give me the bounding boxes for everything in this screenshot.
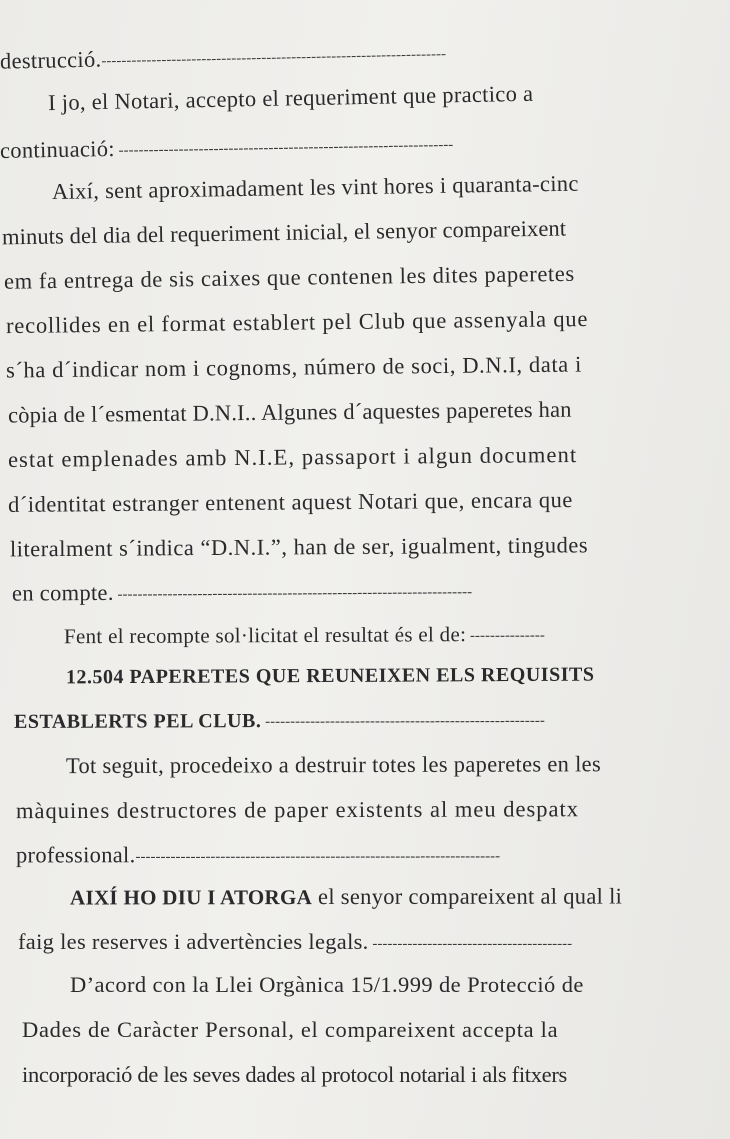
text-line: recollides en el format establert pel Club que assenyala que (5, 306, 589, 339)
text-line: d´identitat estranger entenent aquest Notari que, encara que (7, 487, 573, 517)
text-line: em fa entrega de sis caixes que contenen les dites paperetes (3, 260, 575, 294)
text-line: Fent el recompte sol·licitat el resultat és el de: --------------- (63, 622, 545, 649)
text-line: AIXÍ HO DIU I ATORGA el senyor compareixent al qual li (69, 883, 623, 910)
text-line: estat emplenades amb N.I.E, passaport i algun document (7, 441, 578, 472)
text-line: ESTABLERTS PEL CLUB. -------------------------------------------------------- (13, 710, 545, 733)
text-line: incorporació de les seves dades al protocol notarial i als fitxers (22, 1062, 568, 1087)
text-line: còpia de l´esmentat D.N.I.. Algunes d´aquestes paperetes han (7, 396, 572, 428)
text-line: en compte. ----------------------------------------------------------------------- (11, 579, 473, 606)
text-line: professional.------------------------------------------------------------------------- (15, 842, 501, 868)
text-line: màquines destructores de paper existents al meu despatx (15, 796, 580, 824)
text-line: I jo, el Notari, accepto el requeriment que practico a (47, 80, 534, 116)
text-line: minuts del dia del requeriment inicial, el senyor compareixent (1, 215, 567, 250)
text-line: s´ha d´indicar nom i cognoms, número de soci, D.N.I, data i (5, 351, 583, 383)
highlighted-result: 12.504 PAPERETES QUE REUNEIXEN ELS REQUISITS (65, 663, 595, 689)
text-line: Dades de Caràcter Personal, el compareixent accepta la (22, 1017, 559, 1042)
text-line: faig les reserves i advertències legals. ---------------------------------------- (18, 929, 573, 954)
text-line: D’acord con la Llei Orgànica 15/1.999 de Protecció de (70, 972, 584, 997)
text-line: destrucció.--------------------------------------------------------------------- (0, 46, 447, 74)
text-line: Així, sent aproximadament les vint hores i quaranta-cinc (51, 170, 579, 204)
text-line: Tot seguit, procedeixo a destruir totes les paperetes en les (65, 751, 602, 779)
text-line: literalment s´indica “D.N.I.”, han de ser, igualment, tingudes (9, 532, 589, 562)
text-line: continuació: ------------------------------------------------------------------- (0, 135, 454, 163)
